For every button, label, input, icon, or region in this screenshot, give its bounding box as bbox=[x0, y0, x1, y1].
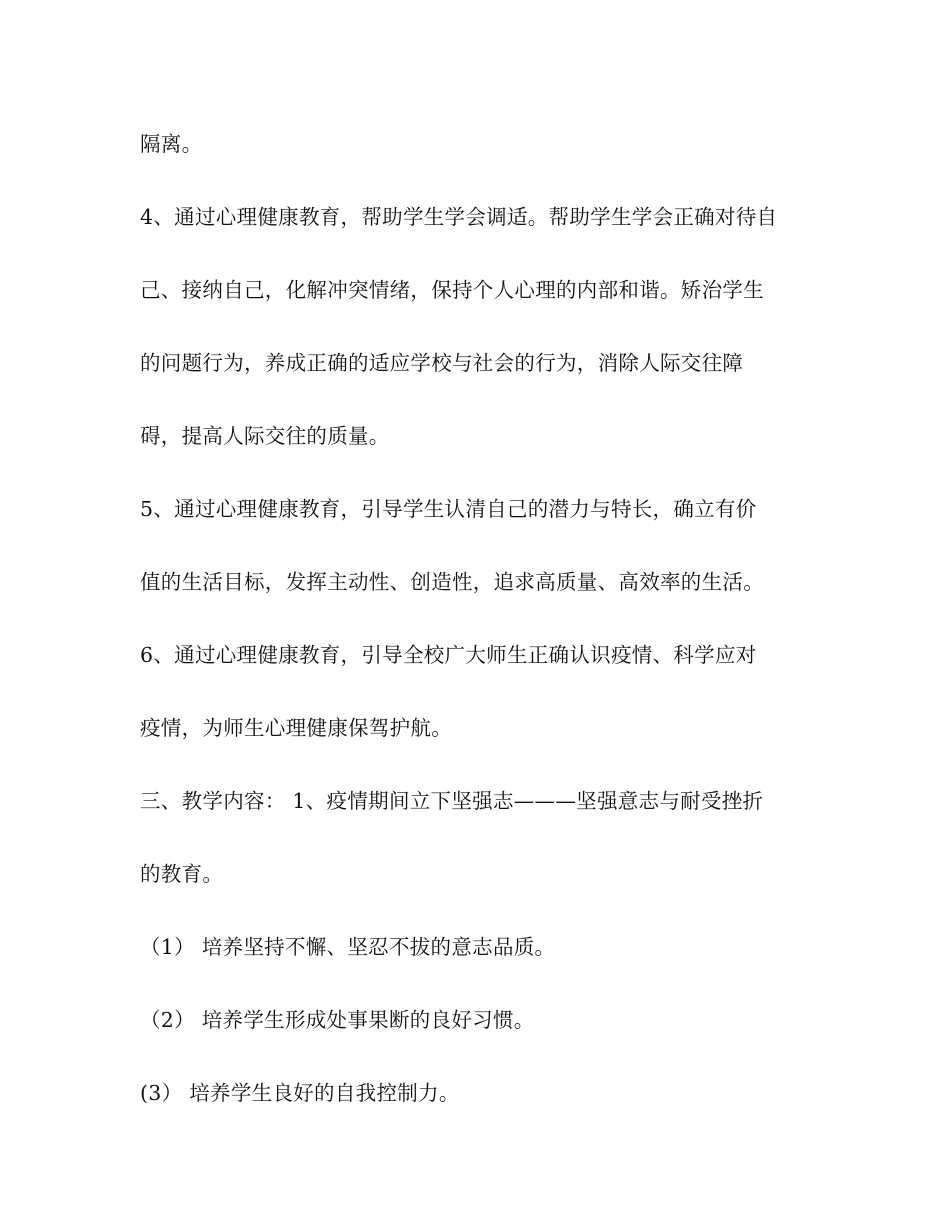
text-line: 己、接纳自己，化解冲突情绪，保持个人心理的内部和谐。矫治学生 bbox=[140, 278, 764, 302]
text-line: 隔离。 bbox=[140, 132, 203, 156]
text-line: 5、通过心理健康教育，引导学生认清自己的潜力与特长，确立有价 bbox=[140, 497, 757, 521]
text-line: 碍，提高人际交往的质量。 bbox=[140, 424, 390, 448]
text-line: 值的生活目标，发挥主动性、创造性，追求高质量、高效率的生活。 bbox=[140, 570, 764, 594]
text-line: (3） 培养学生良好的自我控制力。 bbox=[140, 1081, 460, 1105]
text-line: （1） 培养坚持不懈、坚忍不拔的意志品质。 bbox=[140, 935, 556, 959]
text-line: 4、通过心理健康教育，帮助学生学会调适。帮助学生学会正确对待自 bbox=[140, 205, 778, 229]
text-line: 6、通过心理健康教育，引导全校广大师生正确认识疫情、科学应对 bbox=[140, 643, 757, 667]
text-line: （2） 培养学生形成处事果断的良好习惯。 bbox=[140, 1008, 535, 1032]
text-line: 的教育。 bbox=[140, 862, 224, 886]
text-line: 的问题行为，养成正确的适应学校与社会的行为，消除人际交往障 bbox=[140, 351, 744, 375]
text-line: 疫情，为师生心理健康保驾护航。 bbox=[140, 716, 452, 740]
text-line: 三、教学内容： 1、疫情期间立下坚强志———坚强意志与耐受挫折 bbox=[140, 789, 764, 813]
